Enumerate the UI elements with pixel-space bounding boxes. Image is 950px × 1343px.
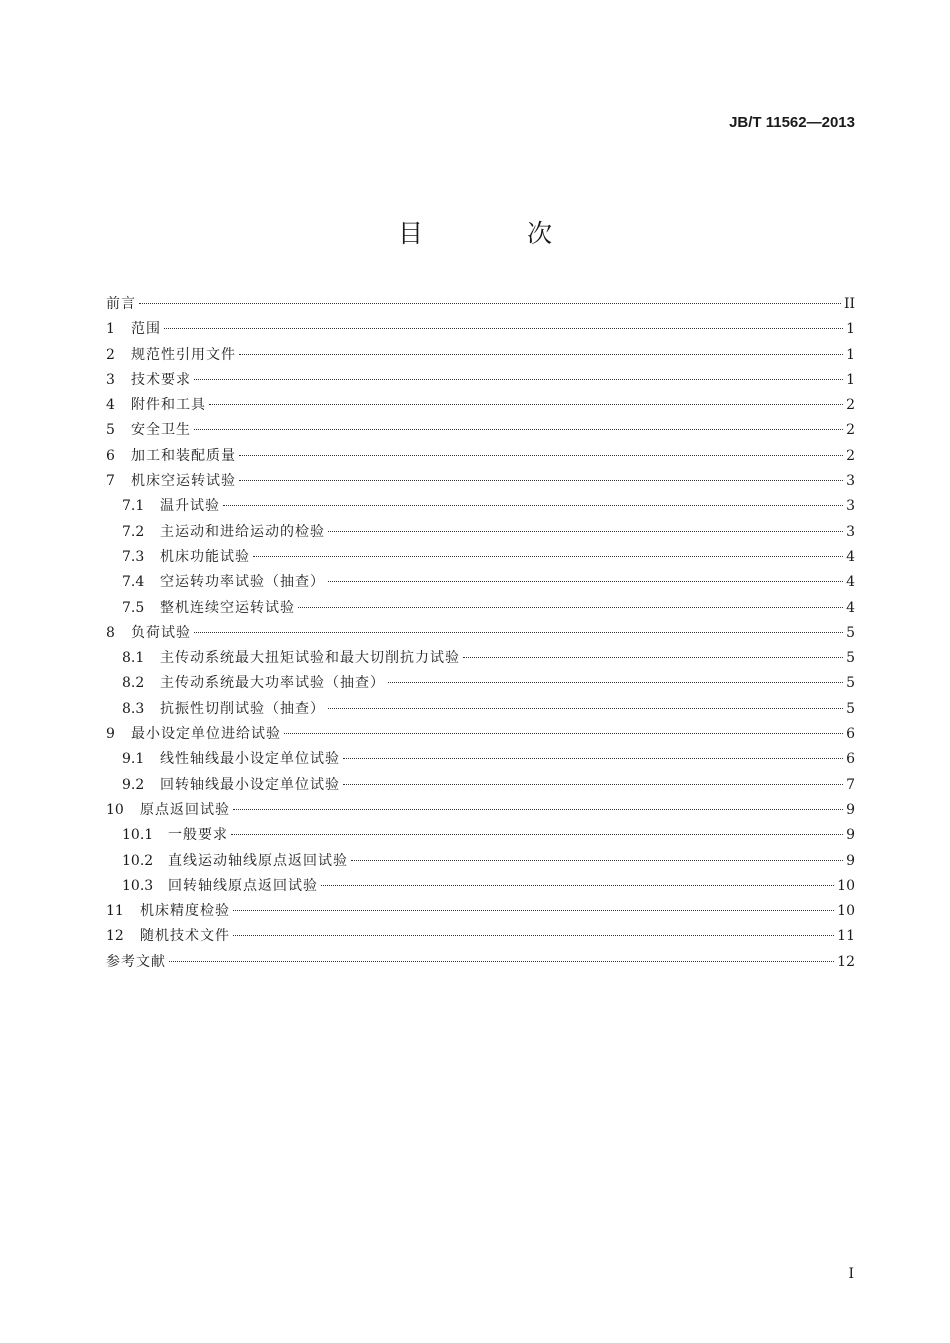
toc-entry[interactable] (106, 495, 855, 520)
toc-entry[interactable] (106, 546, 855, 571)
toc-entry-number: 11 (106, 903, 124, 920)
toc-dot-leader (233, 935, 834, 936)
toc-entry[interactable] (106, 470, 855, 495)
toc-dot-leader (298, 607, 843, 608)
toc-entry[interactable] (106, 445, 855, 470)
table-of-contents (106, 293, 855, 976)
toc-dot-leader (463, 657, 843, 658)
toc-entry-number: 5 (106, 422, 115, 439)
toc-entry[interactable] (106, 672, 855, 697)
toc-entry-page: II (843, 296, 855, 312)
toc-dot-leader (284, 733, 843, 734)
toc-entry-page: 3 (846, 523, 855, 540)
toc-entry[interactable] (106, 850, 855, 875)
toc-entry-page: 2 (846, 447, 855, 464)
toc-entry[interactable] (106, 597, 855, 622)
toc-dot-leader (388, 682, 843, 683)
toc-entry-page: 6 (846, 751, 855, 768)
toc-entry-page: 4 (846, 599, 855, 616)
toc-entry-number: 8.3 (122, 700, 145, 717)
toc-entry-page: 5 (846, 624, 855, 641)
toc-entry-page: 6 (846, 726, 855, 743)
toc-dot-leader (239, 354, 843, 355)
toc-entry-page: 3 (846, 473, 855, 490)
standard-code: JB/T 11562—2013 (729, 114, 855, 131)
toc-entry-label: 技术要求 (131, 371, 191, 388)
toc-entry-number: 10 (106, 801, 124, 818)
toc-dot-leader (169, 961, 834, 962)
toc-entry-number: 4 (106, 397, 115, 414)
toc-entry[interactable] (106, 925, 855, 950)
toc-entry-label: 原点返回试验 (140, 801, 230, 818)
toc-entry-number: 7.4 (122, 574, 145, 591)
toc-entry-page: 10 (837, 903, 855, 920)
toc-entry-page: 5 (846, 650, 855, 667)
toc-dot-leader (233, 809, 843, 810)
toc-entry[interactable] (106, 647, 855, 672)
toc-dot-leader (351, 860, 843, 861)
toc-entry[interactable] (106, 344, 855, 369)
toc-entry[interactable] (106, 723, 855, 748)
toc-entry[interactable] (106, 293, 855, 318)
toc-entry-number: 7.1 (122, 498, 145, 515)
toc-entry-number: 8.2 (122, 675, 145, 692)
toc-entry[interactable] (106, 394, 855, 419)
toc-entry[interactable] (106, 900, 855, 925)
toc-dot-leader (328, 581, 843, 582)
toc-entry-label: 线性轴线最小设定单位试验 (160, 751, 340, 768)
toc-entry-label: 前言 (106, 296, 136, 312)
toc-entry-page: 9 (846, 852, 855, 869)
toc-dot-leader (239, 455, 843, 456)
toc-dot-leader (321, 885, 834, 886)
toc-entry-label: 最小设定单位进给试验 (131, 726, 281, 743)
toc-entry[interactable] (106, 419, 855, 444)
toc-entry-number: 8.1 (122, 650, 145, 667)
toc-entry-number: 9.1 (122, 751, 145, 768)
toc-dot-leader (209, 404, 843, 405)
toc-entry-page: 2 (846, 422, 855, 439)
toc-entry[interactable] (106, 571, 855, 596)
toc-entry-number: 6 (106, 447, 115, 464)
toc-entry[interactable] (106, 521, 855, 546)
toc-entry-number: 10.1 (122, 827, 154, 844)
toc-entry-number: 10.2 (122, 852, 154, 869)
page-number: I (848, 1266, 854, 1282)
toc-dot-leader (231, 834, 843, 835)
toc-dot-leader (253, 556, 843, 557)
toc-entry-page: 1 (846, 371, 855, 388)
toc-entry-number: 3 (106, 371, 115, 388)
toc-entry-label: 机床空运转试验 (131, 473, 236, 490)
toc-entry[interactable] (106, 875, 855, 900)
toc-entry-label: 机床精度检验 (140, 903, 230, 920)
toc-entry-label: 整机连续空运转试验 (160, 599, 295, 616)
toc-entry-number: 10.3 (122, 877, 154, 894)
toc-entry-label: 一般要求 (168, 827, 228, 844)
toc-entry-label: 主传动系统最大功率试验（抽查） (160, 675, 385, 692)
toc-entry-number: 1 (106, 321, 115, 338)
toc-entry-label: 安全卫生 (131, 422, 191, 439)
toc-entry-number: 7.3 (122, 548, 145, 565)
toc-entry-label: 主传动系统最大扭矩试验和最大切削抗力试验 (160, 650, 460, 667)
toc-entry-page: 5 (846, 700, 855, 717)
toc-entry-label: 附件和工具 (131, 397, 206, 414)
toc-entry-page: 12 (837, 953, 855, 970)
toc-entry[interactable] (106, 748, 855, 773)
toc-entry-page: 7 (846, 776, 855, 793)
toc-entry-label: 随机技术文件 (140, 928, 230, 945)
toc-entry-label: 回转轴线最小设定单位试验 (160, 776, 340, 793)
toc-entry-page: 1 (846, 321, 855, 338)
toc-entry-page: 2 (846, 397, 855, 414)
toc-entry-label: 抗振性切削试验（抽查） (160, 700, 325, 717)
toc-entry-number: 9.2 (122, 776, 145, 793)
toc-entry-label: 温升试验 (160, 498, 220, 515)
toc-dot-leader (164, 328, 843, 329)
toc-entry-number: 7.5 (122, 599, 145, 616)
toc-entry-label: 加工和装配质量 (131, 447, 236, 464)
toc-entry-label: 主运动和进给运动的检验 (160, 523, 325, 540)
toc-dot-leader (343, 784, 843, 785)
toc-entry-page: 4 (846, 548, 855, 565)
toc-entry-page: 9 (846, 827, 855, 844)
toc-entry[interactable] (106, 824, 855, 849)
toc-entry-label: 规范性引用文件 (131, 346, 236, 363)
toc-entry-label: 负荷试验 (131, 624, 191, 641)
toc-dot-leader (343, 758, 843, 759)
toc-entry[interactable] (106, 318, 855, 343)
toc-entry[interactable] (106, 799, 855, 824)
toc-entry-label: 范围 (131, 321, 161, 338)
toc-entry-page: 11 (837, 928, 855, 945)
toc-entry[interactable] (106, 369, 855, 394)
toc-entry-number: 7 (106, 473, 115, 490)
toc-dot-leader (223, 505, 843, 506)
toc-dot-leader (239, 480, 843, 481)
toc-entry-label: 直线运动轴线原点返回试验 (168, 852, 348, 869)
toc-entry-page: 5 (846, 675, 855, 692)
toc-entry-label: 空运转功率试验（抽查） (160, 574, 325, 591)
toc-entry[interactable] (106, 622, 855, 647)
toc-dot-leader (194, 379, 843, 380)
toc-entry-label: 机床功能试验 (160, 548, 250, 565)
toc-entry-number: 2 (106, 346, 115, 363)
toc-entry-page: 4 (846, 574, 855, 591)
toc-dot-leader (194, 429, 843, 430)
toc-dot-leader (328, 531, 843, 532)
toc-entry-number: 7.2 (122, 523, 145, 540)
toc-entry-number: 12 (106, 928, 124, 945)
toc-dot-leader (233, 910, 834, 911)
toc-entry-label: 回转轴线原点返回试验 (168, 877, 318, 894)
toc-dot-leader (139, 303, 841, 304)
toc-entry[interactable] (106, 698, 855, 723)
toc-entry-page: 1 (846, 346, 855, 363)
toc-entry-number: 9 (106, 726, 115, 743)
toc-entry-label: 参考文献 (106, 953, 166, 970)
toc-entry[interactable] (106, 951, 855, 976)
toc-dot-leader (328, 708, 843, 709)
toc-entry-page: 9 (846, 801, 855, 818)
toc-title: 目 次 (398, 219, 600, 248)
toc-entry-page: 10 (837, 877, 855, 894)
toc-entry[interactable] (106, 774, 855, 799)
toc-entry-number: 8 (106, 624, 115, 641)
toc-entry-page: 3 (846, 498, 855, 515)
toc-dot-leader (194, 632, 843, 633)
